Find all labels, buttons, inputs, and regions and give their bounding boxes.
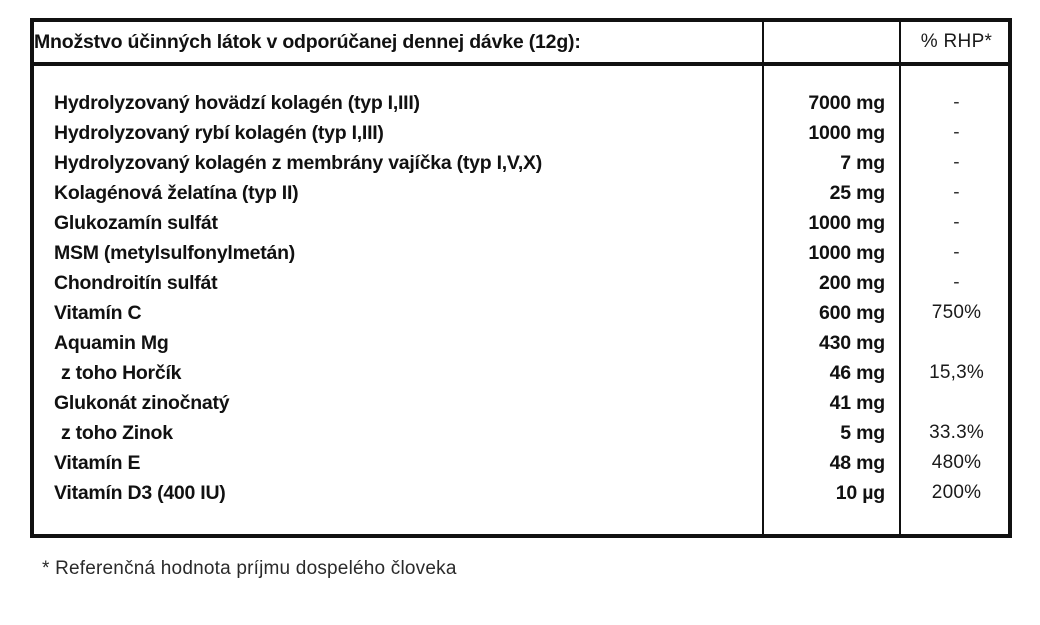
ingredient-pcts-cell [900,64,1012,534]
ingredient-pct [901,388,1012,418]
ingredient-name: z toho Horčík [61,362,182,384]
ingredient-pct: 15,3% [929,362,984,383]
ingredient-pct: - [953,242,960,263]
ingredient-pct: 480% [931,452,982,473]
ingredient-name-list [34,66,762,534]
ingredient-name: Vitamín E [54,452,141,474]
ingredient-pct [901,328,1012,358]
ingredient-amount: 10 µg [835,482,885,504]
ingredient-pct: - [953,182,960,203]
ingredient-pct: - [953,212,960,233]
ingredient-name: Glukonát zinočnatý [54,392,230,414]
ingredient-pct: 750% [931,302,982,323]
ingredient-amount: 5 mg [840,422,885,444]
ingredient-name: Vitamín C [54,302,142,324]
ingredient-amount: 1000 mg [808,122,885,144]
table-header-row [34,22,1012,64]
ingredient-pct: - [953,152,960,173]
ingredient-name: Hydrolyzovaný kolagén z membrány vajíčka (typ I,V,X) [54,152,543,174]
ingredient-name: z toho Zinok [61,422,173,444]
ingredient-name: Vitamín D3 (400 IU) [54,482,226,504]
ingredient-amount: 48 mg [829,452,885,474]
ingredient-amount: 46 mg [829,362,885,384]
header-title-cell: Množstvo účinných látok v odporúčanej dennej dávke (12g): [34,22,763,64]
header-pct-cell: % RHP* [900,22,1012,64]
ingredient-name: Aquamin Mg [54,332,169,354]
ingredient-name: Glukozamín sulfát [54,212,218,234]
ingredient-amount: 1000 mg [808,212,885,234]
nutrition-facts-table [30,18,1012,538]
footnote-text: * Referenčná hodnota príjmu dospelého človeka [42,558,457,579]
ingredient-pct: 200% [931,482,982,503]
ingredient-name: MSM (metylsulfonylmetán) [54,242,296,264]
ingredient-amount: 41 mg [829,392,885,414]
ingredient-name: Kolagénová želatína (typ II) [54,182,299,204]
nutrition-table-grid [34,22,1012,534]
ingredient-name: Chondroitín sulfát [54,272,218,294]
ingredient-amount: 7000 mg [808,92,885,114]
ingredient-pct-list [901,66,1012,534]
ingredient-pct: 33.3% [929,422,984,443]
ingredient-amount-list [764,66,899,534]
table-body-row [34,64,1012,534]
ingredient-amount: 25 mg [829,182,885,204]
ingredient-pct: - [953,92,960,113]
ingredient-amount: 600 mg [818,302,885,324]
ingredient-amounts-cell [763,64,900,534]
ingredient-name: Hydrolyzovaný hovädzí kolagén (typ I,III) [54,92,420,114]
ingredient-amount: 200 mg [818,272,885,294]
ingredient-name: Hydrolyzovaný rybí kolagén (typ I,III) [54,122,384,144]
ingredient-pct: - [953,272,960,293]
ingredient-pct: - [953,122,960,143]
ingredient-amount: 1000 mg [808,242,885,264]
ingredient-names-cell [34,64,763,534]
ingredient-amount: 430 mg [818,332,885,354]
ingredient-amount: 7 mg [840,152,885,174]
header-amount-cell [763,22,900,64]
